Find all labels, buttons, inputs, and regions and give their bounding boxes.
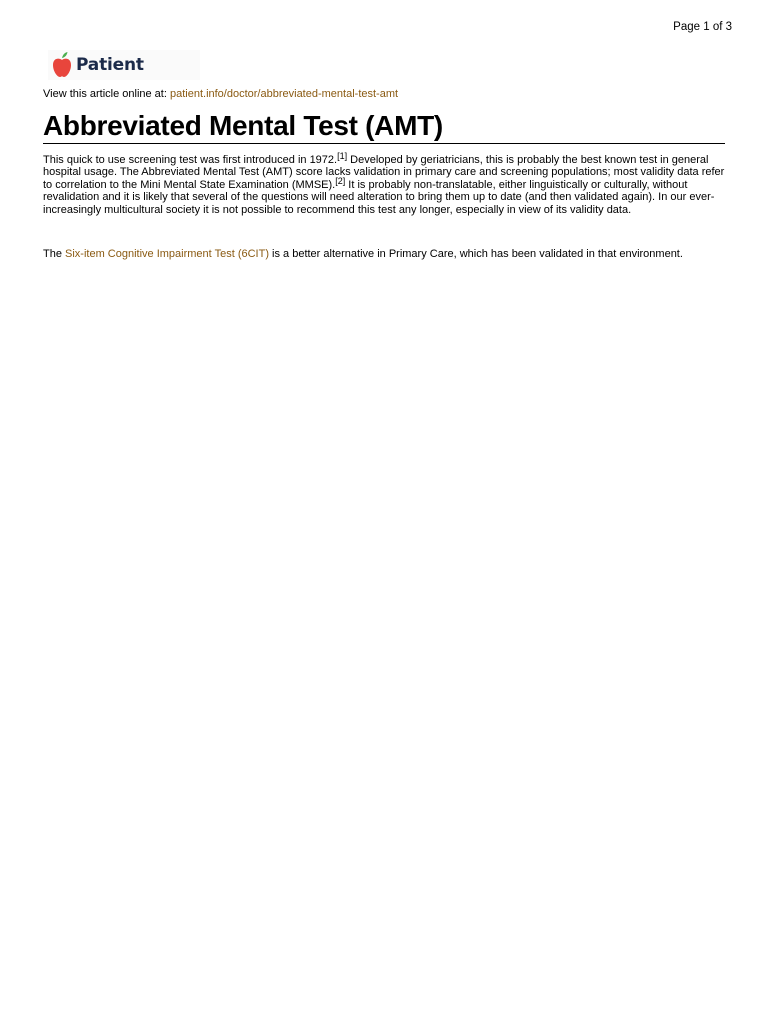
logo-text: Patient <box>76 55 144 75</box>
page-title: Abbreviated Mental Test (AMT) <box>43 109 725 144</box>
alternative-prefix: The <box>43 248 66 260</box>
intro-paragraph <box>43 151 725 216</box>
alternative-paragraph <box>43 248 725 260</box>
intro-text-part1: This quick to use screening test was first introduced in 1972. <box>43 154 338 166</box>
patient-logo[interactable] <box>48 50 200 80</box>
intro-text-part2: Developed by geriatricians, this is probably the best known test in general hospital usage. The Abbreviated Mental Test (AMT) score lacks validation in primary care and screening populations; most validity data refer to correlation to the Mini Mental State Examination (MMSE). <box>43 154 725 191</box>
apple-icon <box>50 51 74 79</box>
view-online-line <box>43 88 398 100</box>
view-online-label: View this article online at: <box>43 88 167 100</box>
article-url-link[interactable]: patient.info/doctor/abbreviated-mental-test-amt <box>169 88 399 100</box>
6cit-link[interactable]: Six-item Cognitive Impairment Test (6CIT) <box>65 248 269 260</box>
intro-text-part3: It is probably non-translatable, either linguistically or culturally, without revalidation and it is likely that several of the questions will need alteration to bring them up to date (and then validated again). In our ever-increasingly multicultural society it is not possible to recommend this test any longer, especially in view of its validity data. <box>43 178 715 216</box>
reference-2[interactable]: [2] <box>335 175 346 186</box>
page-number: Page 1 of 3 <box>673 21 732 33</box>
reference-1[interactable]: [1] <box>337 151 348 161</box>
alternative-suffix: is a better alternative in Primary Care, which has been validated in that environment. <box>268 248 683 260</box>
